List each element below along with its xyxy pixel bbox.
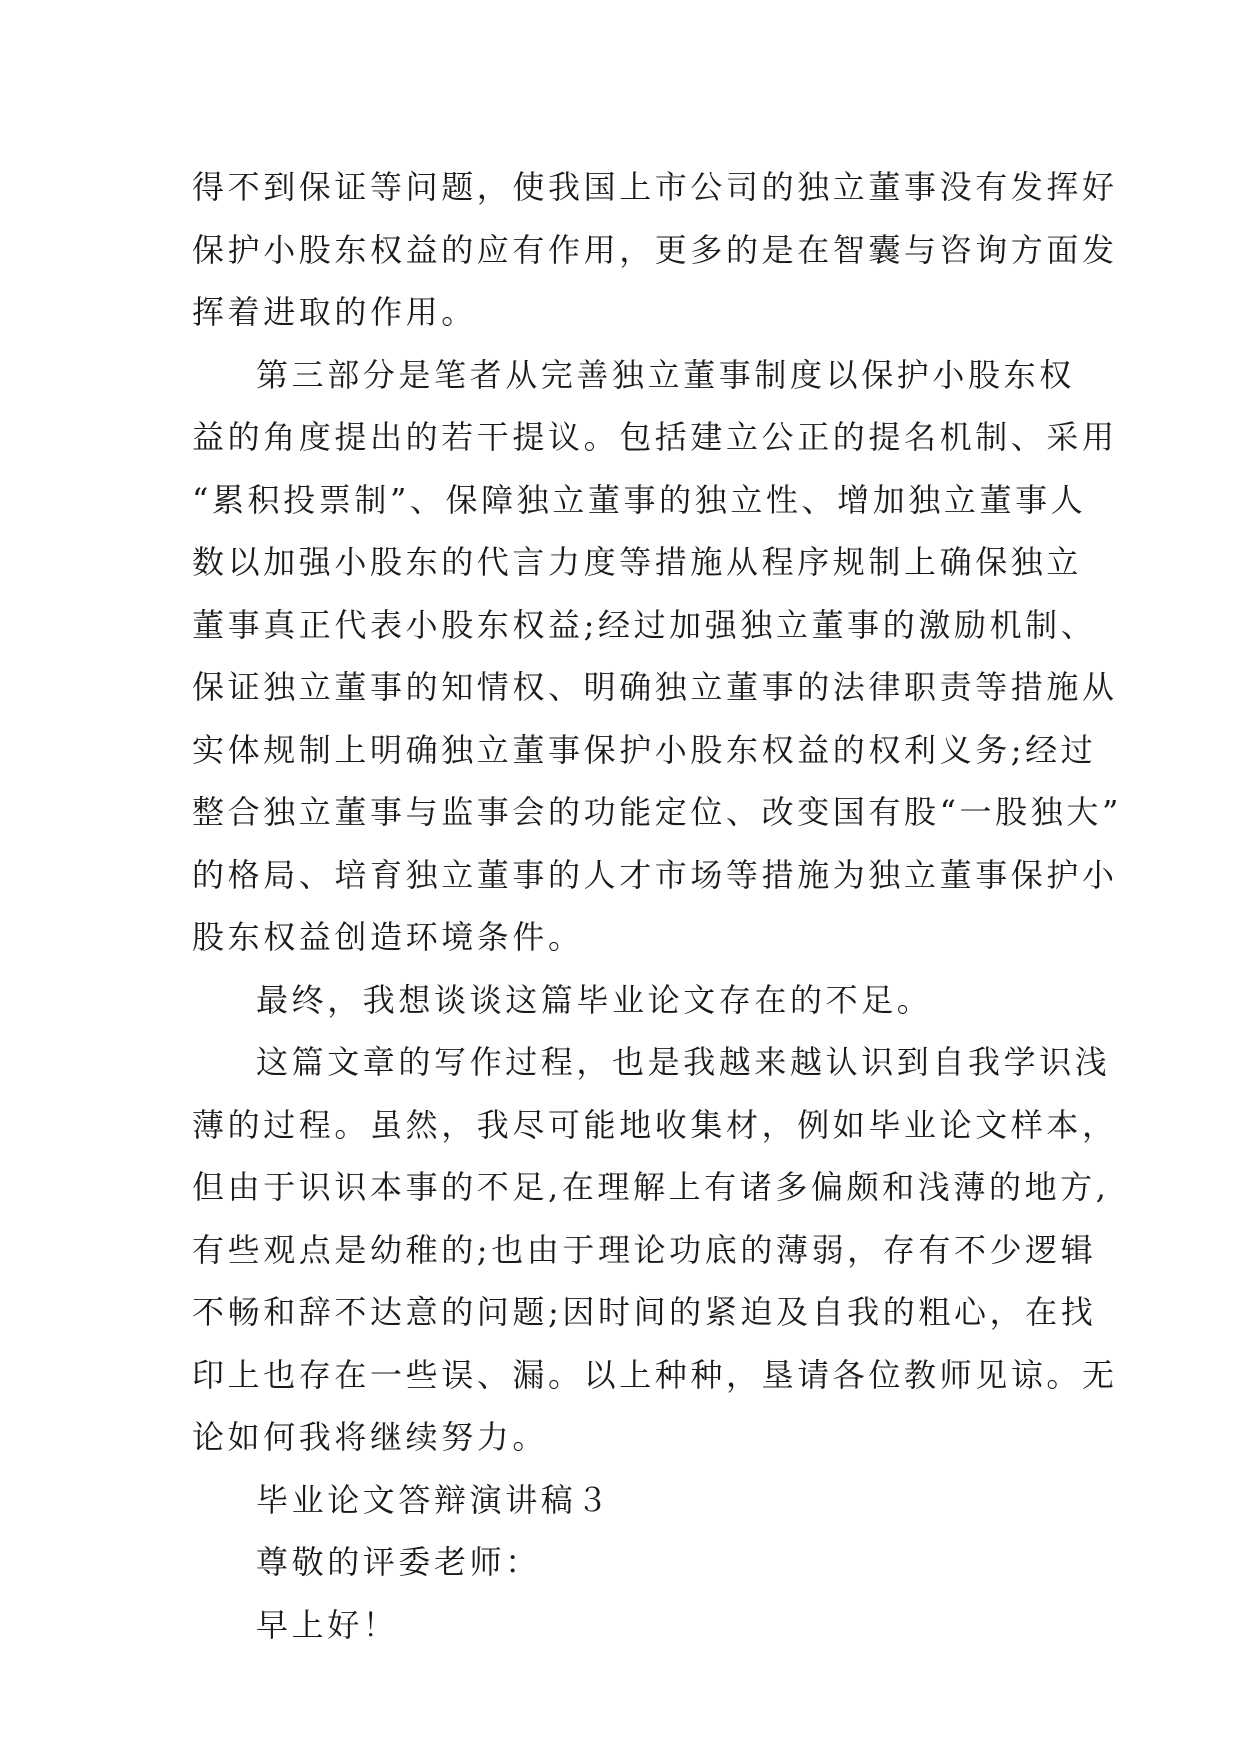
text-line: 最终，我想谈谈这篇毕业论文存在的不足。	[256, 980, 933, 1019]
paragraph	[192, 969, 1064, 1032]
text-line: 第三部分是笔者从完善独立董事制度以保护小股东权	[256, 355, 1075, 394]
text-line: 得不到保证等问题，使我国上市公司的独立董事没有发挥好	[192, 168, 1118, 206]
text-line: 印上也存在一些误、漏。以上种种，垦请各位教师见谅。无	[192, 1355, 1118, 1394]
text-line: 尊敬的评委老师：	[256, 1543, 541, 1581]
text-line: 论如何我将继续努力。	[192, 1418, 549, 1456]
section-title	[192, 1469, 1064, 1532]
paragraph	[192, 156, 1118, 344]
text-line: 这篇文章的写作过程，也是我越来越认识到自我学识浅	[256, 1043, 1111, 1081]
text-line: “累积投票制”、保障独立董事的独立性、增加独立董事人	[192, 480, 1087, 519]
text-line: 董事真正代表小股东权益;经过加强独立董事的激励机制、	[192, 605, 1097, 644]
text-line: 益的角度提出的若干提议。包括建立公正的提名机制、采用	[192, 418, 1118, 456]
salutation	[192, 1531, 1064, 1594]
text-line: 股东权益创造环境条件。	[192, 918, 584, 956]
text-line: 有些观点是幼稚的;也由于理论功底的薄弱，存有不少逻辑	[192, 1230, 1097, 1269]
text-line: 不畅和辞不达意的问题;因时间的紧迫及自我的粗心，在找	[192, 1293, 1097, 1331]
text-line: 但由于识识本事的不足,在理解上有诸多偏颇和浅薄的地方,	[192, 1168, 1110, 1206]
document-page	[192, 156, 1122, 1656]
greeting	[192, 1594, 1064, 1657]
text-line: 保证独立董事的知情权、明确独立董事的法律职责等措施从	[192, 668, 1118, 706]
text-line: 薄的过程。虽然，我尽可能地收集材，例如毕业论文样本，	[192, 1105, 1118, 1144]
text-line: 实体规制上明确独立董事保护小股东权益的权利义务;经过	[192, 730, 1097, 769]
text-line: 整合独立董事与监事会的功能定位、改变国有股“一股独大”	[192, 793, 1122, 831]
text-line: 毕业论文答辩演讲稿３	[256, 1480, 613, 1519]
text-line: 早上好！	[256, 1605, 399, 1644]
paragraph	[192, 1031, 1118, 1469]
text-line: 的格局、培育独立董事的人才市场等措施为独立董事保护小	[192, 855, 1118, 894]
text-line: 保护小股东权益的应有作用，更多的是在智囊与咨询方面发	[192, 230, 1118, 269]
paragraph	[192, 344, 1122, 969]
text-line: 数以加强小股东的代言力度等措施从程序规制上确保独立	[192, 543, 1083, 581]
text-line: 挥着进取的作用。	[192, 293, 477, 331]
